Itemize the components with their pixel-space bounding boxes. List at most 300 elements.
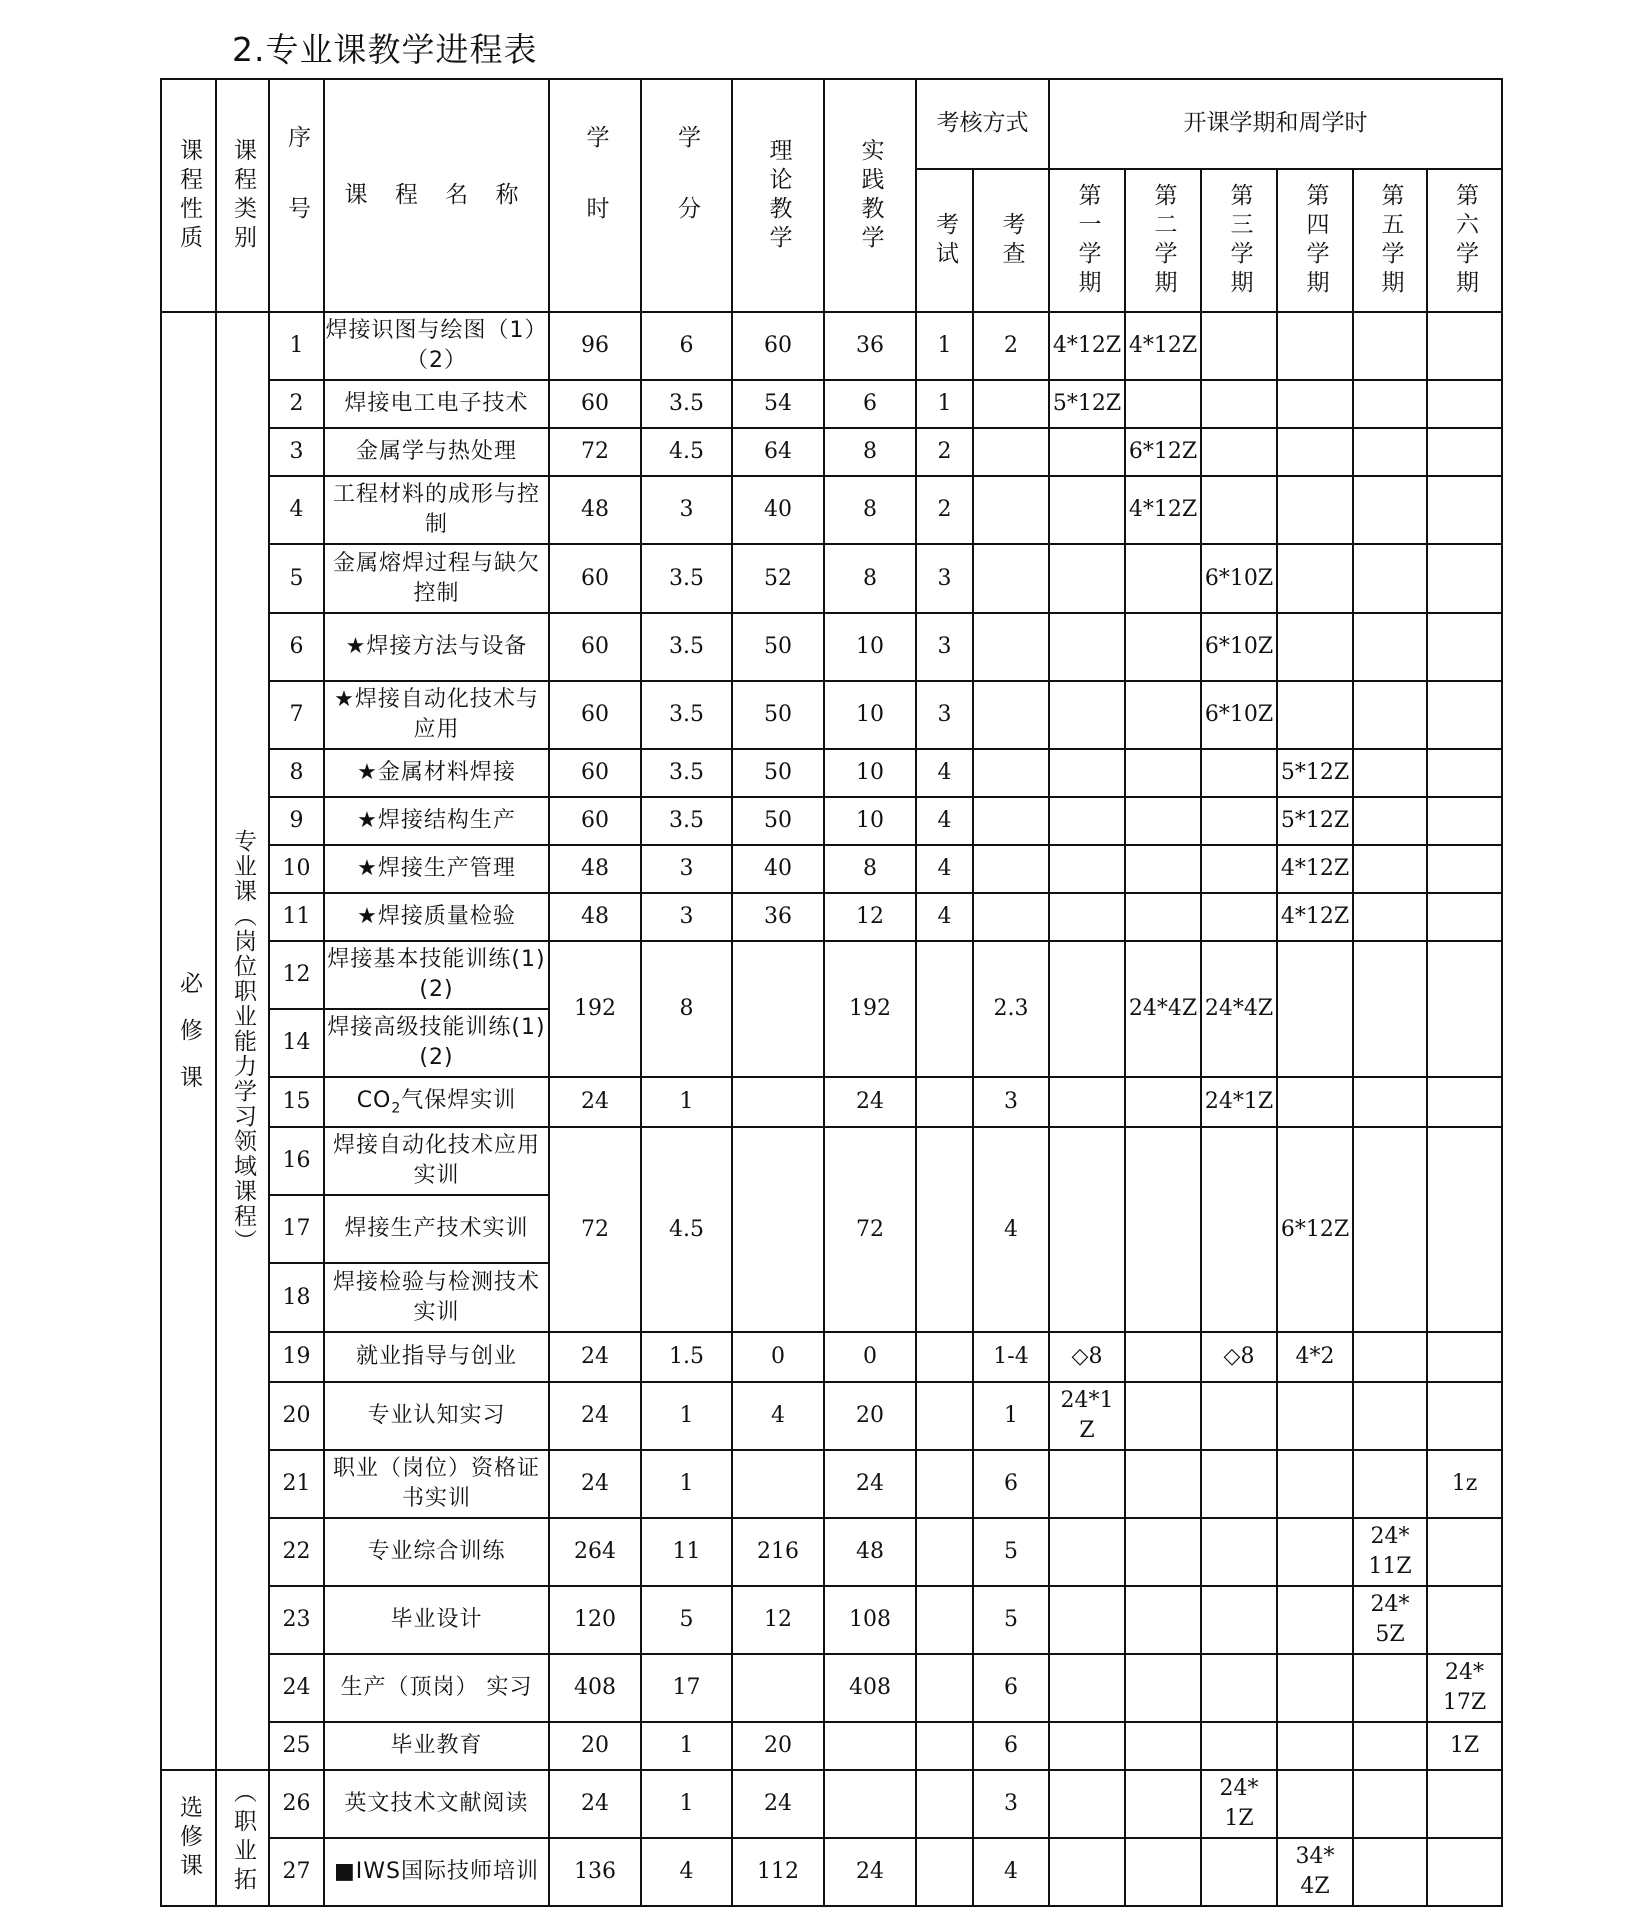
exam-cell: 4	[916, 797, 973, 845]
check-cell: 5	[973, 1586, 1049, 1654]
semester-cell: 6*12Z	[1125, 428, 1201, 476]
semester-cell	[1049, 1077, 1125, 1127]
check-cell: 6	[973, 1722, 1049, 1770]
course-name-cell: 金属学与热处理	[324, 428, 549, 476]
semester-cell	[1201, 312, 1277, 380]
practice-cell: 72	[824, 1127, 916, 1332]
theory-cell: 60	[732, 312, 824, 380]
semester-cell	[1277, 941, 1353, 1077]
credits-cell: 8	[641, 941, 732, 1077]
credits-cell: 3.5	[641, 380, 732, 428]
credits-cell: 3	[641, 476, 732, 544]
check-cell	[973, 797, 1049, 845]
check-cell: 6	[973, 1450, 1049, 1518]
hours-cell: 60	[549, 613, 641, 681]
table-row	[161, 1382, 1502, 1450]
theory-cell: 112	[732, 1838, 824, 1906]
hours-cell: 24	[549, 1450, 641, 1518]
table-row	[161, 681, 1502, 749]
table-row	[161, 1077, 1502, 1127]
semester-cell	[1427, 797, 1502, 845]
semester-cell: 5*12Z	[1277, 797, 1353, 845]
semester-cell	[1049, 1654, 1125, 1722]
course-name-cell: 焊接电工电子技术	[324, 380, 549, 428]
credits-cell: 1	[641, 1077, 732, 1127]
semester-cell	[1427, 845, 1502, 893]
semester-cell	[1353, 1382, 1427, 1450]
theory-cell	[732, 1077, 824, 1127]
semester-cell	[1277, 681, 1353, 749]
hours-cell: 60	[549, 681, 641, 749]
semester-cell	[1427, 681, 1502, 749]
semester-cell	[1201, 380, 1277, 428]
header-theory: 理论教学	[732, 79, 824, 312]
theory-cell	[732, 941, 824, 1077]
semester-cell	[1427, 1127, 1502, 1332]
semester-cell: 4*12Z	[1125, 312, 1201, 380]
course-name-cell: 职业（岗位）资格证书实训	[324, 1450, 549, 1518]
semester-cell	[1049, 749, 1125, 797]
semester-cell	[1353, 1722, 1427, 1770]
table-row	[161, 749, 1502, 797]
credits-cell: 11	[641, 1518, 732, 1586]
credits-cell: 3.5	[641, 544, 732, 613]
hours-cell: 72	[549, 1127, 641, 1332]
semester-cell	[1353, 380, 1427, 428]
seq-cell: 10	[269, 845, 324, 893]
semester-cell	[1427, 941, 1502, 1077]
semester-cell	[1277, 428, 1353, 476]
seq-cell: 19	[269, 1332, 324, 1382]
semester-cell	[1427, 312, 1502, 380]
exam-cell: 4	[916, 845, 973, 893]
check-cell: 4	[973, 1838, 1049, 1906]
seq-cell: 4	[269, 476, 324, 544]
semester-cell	[1049, 1586, 1125, 1654]
semester-cell	[1125, 1770, 1201, 1838]
semester-cell	[1353, 845, 1427, 893]
header-check: 考查	[973, 169, 1049, 312]
theory-cell: 0	[732, 1332, 824, 1382]
semester-cell	[1049, 1770, 1125, 1838]
header-semester-5: 第五学期	[1353, 169, 1427, 312]
check-cell: 6	[973, 1654, 1049, 1722]
seq-cell: 18	[269, 1263, 324, 1332]
semester-cell: 6*10Z	[1201, 681, 1277, 749]
table-row	[161, 1332, 1502, 1382]
course-name-cell: 焊接自动化技术应用实训	[324, 1127, 549, 1195]
theory-cell: 12	[732, 1586, 824, 1654]
semester-cell	[1201, 428, 1277, 476]
seq-cell: 26	[269, 1770, 324, 1838]
check-cell	[973, 428, 1049, 476]
semester-cell: 24*1Z	[1201, 1077, 1277, 1127]
semester-cell	[1125, 1450, 1201, 1518]
check-cell: 4	[973, 1127, 1049, 1332]
course-name-cell: 焊接基本技能训练(1)(2)	[324, 941, 549, 1009]
header-seq: 序号	[269, 79, 324, 312]
hours-cell: 72	[549, 428, 641, 476]
practice-cell: 408	[824, 1654, 916, 1722]
seq-cell: 2	[269, 380, 324, 428]
theory-cell: 50	[732, 749, 824, 797]
seq-cell: 16	[269, 1127, 324, 1195]
semester-cell	[1353, 428, 1427, 476]
semester-cell	[1353, 1127, 1427, 1332]
credits-cell: 3.5	[641, 613, 732, 681]
header-exam: 考试	[916, 169, 973, 312]
semester-cell	[1427, 544, 1502, 613]
semester-cell	[1427, 613, 1502, 681]
semester-cell	[1125, 380, 1201, 428]
check-cell	[973, 380, 1049, 428]
credits-cell: 3	[641, 845, 732, 893]
hours-cell: 60	[549, 544, 641, 613]
semester-cell	[1125, 1722, 1201, 1770]
semester-cell	[1353, 1450, 1427, 1518]
seq-cell: 9	[269, 797, 324, 845]
semester-cell	[1277, 1518, 1353, 1586]
semester-cell	[1125, 845, 1201, 893]
theory-cell: 4	[732, 1382, 824, 1450]
theory-cell: 216	[732, 1518, 824, 1586]
semester-cell	[1427, 1077, 1502, 1127]
course-name-cell: ★焊接方法与设备	[324, 613, 549, 681]
semester-cell: 24*11Z	[1353, 1518, 1427, 1586]
check-cell	[973, 544, 1049, 613]
semester-cell	[1125, 797, 1201, 845]
semester-cell	[1201, 1722, 1277, 1770]
semester-cell	[1277, 1077, 1353, 1127]
semester-cell	[1049, 1722, 1125, 1770]
semester-cell	[1427, 1770, 1502, 1838]
semester-cell	[1353, 749, 1427, 797]
semester-cell	[1049, 1127, 1125, 1332]
exam-cell	[916, 1382, 973, 1450]
semester-cell	[1125, 1838, 1201, 1906]
semester-cell	[1049, 681, 1125, 749]
semester-cell: 4*12Z	[1125, 476, 1201, 544]
semester-cell	[1125, 1077, 1201, 1127]
exam-cell	[916, 1450, 973, 1518]
semester-cell	[1125, 1332, 1201, 1382]
hours-cell: 48	[549, 893, 641, 941]
seq-cell: 3	[269, 428, 324, 476]
semester-cell	[1277, 380, 1353, 428]
practice-cell: 108	[824, 1586, 916, 1654]
semester-cell	[1277, 476, 1353, 544]
header-semester-3: 第三学期	[1201, 169, 1277, 312]
seq-cell: 5	[269, 544, 324, 613]
credits-cell: 3.5	[641, 681, 732, 749]
check-cell	[973, 749, 1049, 797]
table-row	[161, 1450, 1502, 1518]
exam-cell	[916, 1518, 973, 1586]
semester-cell: 1z	[1427, 1450, 1502, 1518]
seq-cell: 22	[269, 1518, 324, 1586]
semester-cell: ◇8	[1049, 1332, 1125, 1382]
semester-cell	[1049, 941, 1125, 1077]
semester-cell	[1277, 1654, 1353, 1722]
semester-cell	[1353, 797, 1427, 845]
hours-cell: 192	[549, 941, 641, 1077]
table-row	[161, 428, 1502, 476]
semester-cell	[1201, 476, 1277, 544]
semester-cell	[1125, 613, 1201, 681]
practice-cell: 10	[824, 681, 916, 749]
semester-cell	[1201, 1382, 1277, 1450]
seq-cell: 17	[269, 1195, 324, 1263]
semester-cell	[1427, 428, 1502, 476]
course-name-cell: ★焊接生产管理	[324, 845, 549, 893]
credits-cell: 1	[641, 1450, 732, 1518]
semester-cell	[1049, 797, 1125, 845]
exam-cell: 1	[916, 380, 973, 428]
semester-cell	[1427, 1332, 1502, 1382]
credits-cell: 3	[641, 893, 732, 941]
header-semester-6: 第六学期	[1427, 169, 1502, 312]
practice-cell: 24	[824, 1077, 916, 1127]
exam-cell: 2	[916, 428, 973, 476]
check-cell: 1-4	[973, 1332, 1049, 1382]
hours-cell: 24	[549, 1332, 641, 1382]
theory-cell: 20	[732, 1722, 824, 1770]
semester-cell	[1353, 312, 1427, 380]
hours-cell: 48	[549, 476, 641, 544]
table-row	[161, 797, 1502, 845]
check-cell	[973, 893, 1049, 941]
table-row	[161, 893, 1502, 941]
practice-cell: 24	[824, 1450, 916, 1518]
credits-cell: 4.5	[641, 1127, 732, 1332]
header-course-type: 课程类别	[216, 79, 269, 312]
hours-cell: 20	[549, 1722, 641, 1770]
semester-cell	[1427, 1838, 1502, 1906]
exam-cell	[916, 1722, 973, 1770]
theory-cell: 40	[732, 476, 824, 544]
exam-cell	[916, 1654, 973, 1722]
exam-cell: 4	[916, 749, 973, 797]
practice-cell: 36	[824, 312, 916, 380]
header-semester-2: 第二学期	[1125, 169, 1201, 312]
theory-cell: 50	[732, 797, 824, 845]
course-name-cell: 焊接识图与绘图（1）（2）	[324, 312, 549, 380]
check-cell: 2	[973, 312, 1049, 380]
table-row	[161, 544, 1502, 613]
theory-cell	[732, 1654, 824, 1722]
theory-cell: 50	[732, 613, 824, 681]
check-cell	[973, 476, 1049, 544]
semester-cell	[1427, 476, 1502, 544]
semester-cell	[1353, 476, 1427, 544]
semester-cell	[1427, 1586, 1502, 1654]
check-cell: 3	[973, 1770, 1049, 1838]
page-title: 2.专业课教学进程表	[232, 30, 538, 69]
hours-cell: 120	[549, 1586, 641, 1654]
practice-cell: 10	[824, 749, 916, 797]
check-cell	[973, 845, 1049, 893]
theory-cell	[732, 1127, 824, 1332]
credits-cell: 17	[641, 1654, 732, 1722]
semester-cell	[1201, 1127, 1277, 1332]
seq-cell: 24	[269, 1654, 324, 1722]
semester-cell	[1125, 544, 1201, 613]
semester-cell	[1277, 1770, 1353, 1838]
semester-cell	[1201, 797, 1277, 845]
semester-cell	[1125, 1586, 1201, 1654]
practice-cell: 0	[824, 1332, 916, 1382]
exam-cell	[916, 1838, 973, 1906]
semester-cell	[1049, 845, 1125, 893]
semester-cell	[1427, 1382, 1502, 1450]
exam-cell: 3	[916, 681, 973, 749]
course-schedule-table	[160, 78, 1503, 1907]
table-row	[161, 1518, 1502, 1586]
check-cell: 3	[973, 1077, 1049, 1127]
semester-cell	[1201, 845, 1277, 893]
semester-cell	[1049, 1838, 1125, 1906]
semester-cell	[1353, 1332, 1427, 1382]
exam-cell: 3	[916, 613, 973, 681]
semester-cell	[1353, 681, 1427, 749]
course-name-cell: ★焊接自动化技术与应用	[324, 681, 549, 749]
check-cell: 5	[973, 1518, 1049, 1586]
theory-cell: 50	[732, 681, 824, 749]
semester-cell	[1353, 893, 1427, 941]
credits-cell: 1	[641, 1722, 732, 1770]
table-row	[161, 845, 1502, 893]
exam-cell: 2	[916, 476, 973, 544]
theory-cell: 54	[732, 380, 824, 428]
practice-cell: 10	[824, 613, 916, 681]
exam-cell	[916, 1770, 973, 1838]
group-required: 必修课	[161, 312, 216, 1770]
practice-cell: 8	[824, 428, 916, 476]
table-row	[161, 1722, 1502, 1770]
header-semester-4: 第四学期	[1277, 169, 1353, 312]
credits-cell: 1.5	[641, 1332, 732, 1382]
semester-cell	[1277, 544, 1353, 613]
semester-cell	[1277, 1382, 1353, 1450]
check-cell	[973, 681, 1049, 749]
credits-cell: 5	[641, 1586, 732, 1654]
seq-cell: 7	[269, 681, 324, 749]
table-row	[161, 1127, 1502, 1195]
hours-cell: 60	[549, 797, 641, 845]
semester-cell	[1353, 1654, 1427, 1722]
course-name-cell: 金属熔焊过程与缺欠控制	[324, 544, 549, 613]
header-semester-1: 第一学期	[1049, 169, 1125, 312]
semester-cell: 6*10Z	[1201, 544, 1277, 613]
table-row	[161, 1838, 1502, 1906]
practice-cell: 20	[824, 1382, 916, 1450]
header-credits: 学分	[641, 79, 732, 312]
semester-cell	[1201, 1586, 1277, 1654]
seq-cell: 27	[269, 1838, 324, 1906]
semester-cell: 24*4Z	[1201, 941, 1277, 1077]
semester-cell	[1125, 1654, 1201, 1722]
semester-cell	[1125, 681, 1201, 749]
table-row	[161, 476, 1502, 544]
semester-cell	[1125, 1382, 1201, 1450]
hours-cell: 96	[549, 312, 641, 380]
practice-cell	[824, 1722, 916, 1770]
semester-cell: 4*12Z	[1277, 893, 1353, 941]
seq-cell: 1	[269, 312, 324, 380]
practice-cell: 8	[824, 845, 916, 893]
table-row	[161, 312, 1502, 380]
exam-cell: 3	[916, 544, 973, 613]
semester-cell	[1049, 428, 1125, 476]
semester-cell	[1277, 312, 1353, 380]
hours-cell: 48	[549, 845, 641, 893]
semester-cell: 34*4Z	[1277, 1838, 1353, 1906]
semester-cell	[1049, 893, 1125, 941]
table-row	[161, 1654, 1502, 1722]
course-name-cell: 焊接生产技术实训	[324, 1195, 549, 1263]
semester-cell	[1125, 749, 1201, 797]
course-name-cell: 专业认知实习	[324, 1382, 549, 1450]
table-row	[161, 613, 1502, 681]
course-name-cell: 焊接检验与检测技术实训	[324, 1263, 549, 1332]
semester-cell	[1427, 1518, 1502, 1586]
table-row	[161, 941, 1502, 1009]
credits-cell: 3.5	[641, 749, 732, 797]
practice-cell: 8	[824, 476, 916, 544]
course-name-cell: ■IWS国际技师培训	[324, 1838, 549, 1906]
practice-cell: 192	[824, 941, 916, 1077]
semester-cell: 4*12Z	[1277, 845, 1353, 893]
course-name-cell: 专业综合训练	[324, 1518, 549, 1586]
semester-cell: 24*5Z	[1353, 1586, 1427, 1654]
practice-cell: 48	[824, 1518, 916, 1586]
semester-cell	[1201, 893, 1277, 941]
theory-cell: 52	[732, 544, 824, 613]
hours-cell: 408	[549, 1654, 641, 1722]
theory-cell: 40	[732, 845, 824, 893]
semester-cell	[1049, 544, 1125, 613]
credits-cell: 4	[641, 1838, 732, 1906]
exam-cell	[916, 1077, 973, 1127]
semester-cell	[1353, 1077, 1427, 1127]
semester-cell	[1353, 1770, 1427, 1838]
check-cell: 2.3	[973, 941, 1049, 1077]
semester-cell	[1353, 544, 1427, 613]
table-row	[161, 380, 1502, 428]
credits-cell: 3.5	[641, 797, 732, 845]
credits-cell: 1	[641, 1382, 732, 1450]
exam-cell: 4	[916, 893, 973, 941]
semester-cell	[1427, 749, 1502, 797]
practice-cell: 6	[824, 380, 916, 428]
semester-cell: ◇8	[1201, 1332, 1277, 1382]
semester-cell: 24*1Z	[1201, 1770, 1277, 1838]
course-name-cell: ★焊接质量检验	[324, 893, 549, 941]
hours-cell: 60	[549, 749, 641, 797]
exam-cell	[916, 941, 973, 1077]
header-hours: 学时	[549, 79, 641, 312]
seq-cell: 6	[269, 613, 324, 681]
semester-cell	[1049, 613, 1125, 681]
hours-cell: 136	[549, 1838, 641, 1906]
semester-cell	[1125, 893, 1201, 941]
semester-cell	[1201, 1518, 1277, 1586]
semester-cell	[1277, 1722, 1353, 1770]
hours-cell: 24	[549, 1382, 641, 1450]
seq-cell: 20	[269, 1382, 324, 1450]
theory-cell: 64	[732, 428, 824, 476]
hours-cell: 60	[549, 380, 641, 428]
